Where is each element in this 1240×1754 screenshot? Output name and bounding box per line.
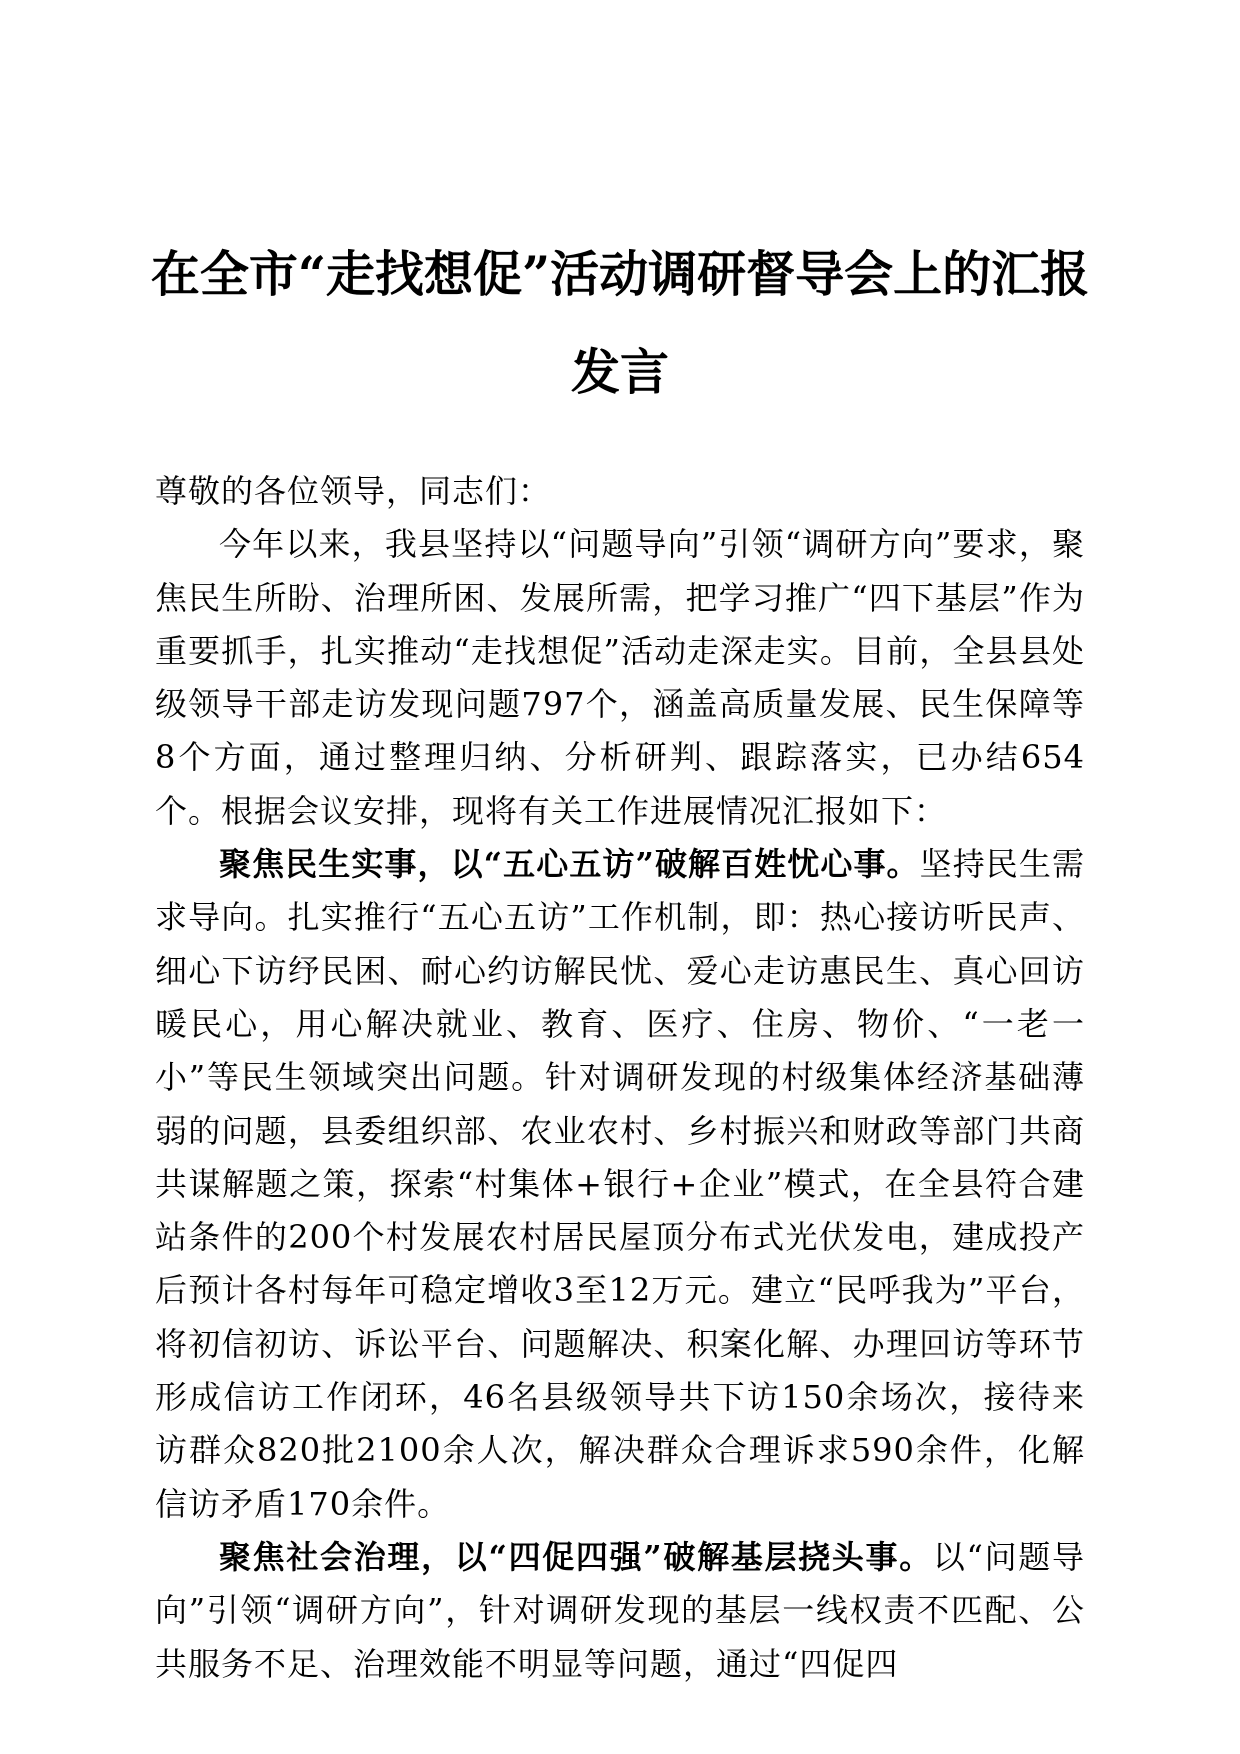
- section-heading: 聚焦社会治理，以“四促四强”破解基层挠头事。: [219, 1537, 933, 1576]
- section-text: 坚持民生需求导向。扎实推行“五心五访”工作机制，即：热心接访听民声、细心下访纾民困、耐心约访解民忧、爱心走访惠民生、真心回访暖民心，用心解决就业、教育、医疗、住房、物价、“一老一小”等民生领域突出问题。针对调研发现的村级集体经济基础薄弱的问题，县委组织部、农业农村、乡村振兴和财政等部门共商共谋解题之策，探索“村集体+银行+企业”模式，在全县符合建站条件的200个村发展农村居民屋顶分布式光伏发电，建成投产后预计各村每年可稳定增收3至12万元。建立“民呼我为”平台，将初信初访、诉讼平台、问题解决、积案化解、办理回访等环节形成信访工作闭环，46名县级领导共下访150余场次，接待来访群众820批2100余人次，解决群众合理诉求590余件，化解信访矛盾170余件。: [155, 845, 1085, 1523]
- document-title: 在全市“走找想促”活动调研督导会上的汇报发言: [150, 245, 1090, 401]
- section-paragraph: [155, 1531, 1085, 1691]
- section-text: 以“问题导向”引领“调研方向”，针对调研发现的基层一线权责不匹配、公共服务不足、治理效能不明显等问题，通过“四促四: [155, 1537, 1085, 1683]
- section-paragraph: [155, 838, 1085, 1531]
- intro-paragraph: 今年以来，我县坚持以“问题导向”引领“调研方向”要求，聚焦民生所盼、治理所困、发展所需，把学习推广“四下基层”作为重要抓手，扎实推动“走找想促”活动走深走实。目前，全县县处级领导干部走访发现问题797个，涵盖高质量发展、民生保障等8个方面，通过整理归纳、分析研判、跟踪落实，已办结654个。根据会议安排，现将有关工作进展情况汇报如下：: [155, 525, 1085, 830]
- document-body: [155, 465, 1085, 1691]
- section-heading: 聚焦民生实事，以“五心五访”破解百姓忧心事。: [219, 845, 920, 884]
- salutation: 尊敬的各位领导，同志们：: [155, 472, 552, 510]
